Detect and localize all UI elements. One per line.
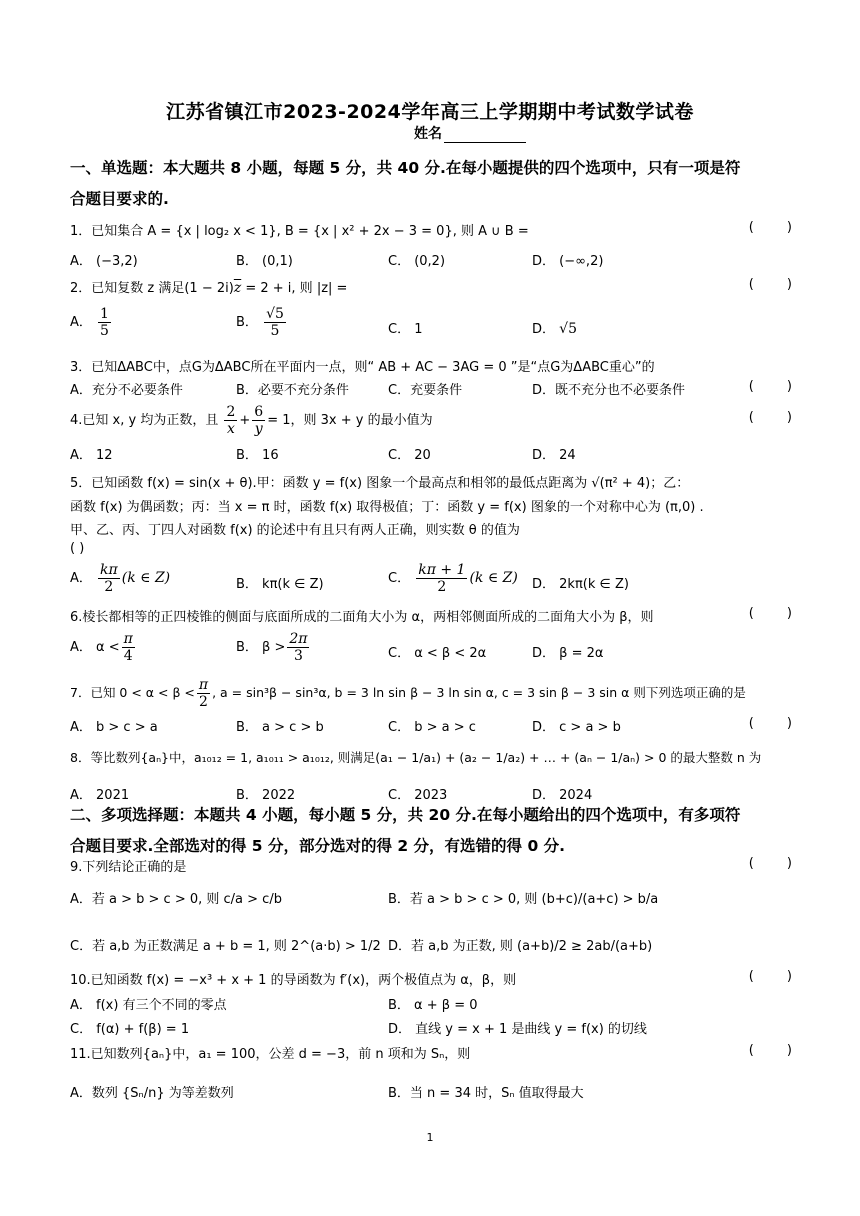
q2-b-num: √5 (266, 306, 284, 322)
q4-f2-num: 6 (254, 404, 264, 420)
q2-option-b[interactable] (236, 306, 288, 339)
q5-c-tail: (k ∈ Z) (469, 570, 518, 586)
q4-f1-num: 2 (226, 404, 236, 420)
q1-stem: 1．已知集合 A = {x | log₂ x < 1}, B = {x | x² + 2x − 3 = 0}, 则 A ∪ B = (70, 224, 529, 239)
section1-heading (70, 153, 800, 215)
q8-stem: 8．等比数列{aₙ}中，a₁₀₁₂ = 1, a₁₀₁₁ > a₁₀₁₂, 则满足(a₁ − 1/a₁) + (a₂ − 1/a₂) + … + (aₙ − 1/aₙ) > 0 的最大整数 n 为 (70, 750, 762, 765)
q11-stem: 11.已知数列{aₙ}中，a₁ = 100，公差 d = −3，前 n 项和为 Sₙ，则 (70, 1047, 471, 1062)
q8-option-b[interactable]: B． 2022 (236, 788, 296, 803)
q3-option-b[interactable]: B．必要不充分条件 (236, 383, 349, 398)
q2-stem-a: 2．已知复数 z 满足(1 − 2i) (70, 281, 234, 296)
q10-option-a[interactable]: A． f(x) 有三个不同的零点 (70, 998, 227, 1013)
q4-f2-den: y (254, 421, 263, 437)
q4-stem: 4.已知 x, y 均为正数，且 $\frac{2}{x}$ + $\frac{6}{y}$ = 1，则 3x + y 的最小值为 (70, 404, 433, 437)
q5-answer-paren[interactable]: ( ) (70, 541, 85, 556)
q4-option-b[interactable]: B． 16 (236, 448, 279, 463)
q3-answer-paren[interactable]: ( ) (748, 379, 792, 394)
q4-f1-den: x (226, 421, 235, 437)
q10-stem: 10.已知函数 f(x) = −x³ + x + 1 的导函数为 f′(x)，两个极值点为 α，β，则 (70, 973, 517, 988)
section2-line2: 合题目要求.全部选对的得 5 分，部分选对的得 2 分，有选错的得 0 分. (70, 837, 566, 855)
page-number: 1 (426, 1131, 434, 1144)
q5-option-a[interactable] (70, 562, 170, 595)
q5-c-num: kπ + 1 (418, 562, 466, 578)
q7-answer-paren[interactable]: ( ) (748, 716, 792, 731)
q5-option-d[interactable]: D． 2kπ(k ∈ Z) (532, 577, 629, 592)
q5-option-c-label: C． (388, 571, 411, 586)
q2-option-c[interactable]: C． 1 (388, 322, 423, 337)
q8-option-d[interactable]: D． 2024 (532, 788, 593, 803)
q2-d-val: √5 (559, 321, 577, 337)
section2-heading (70, 800, 800, 862)
q5-option-b[interactable]: B． kπ(k ∈ Z) (236, 577, 324, 592)
q1-option-b[interactable]: B． (0,1) (236, 254, 293, 269)
q6-option-d[interactable]: D． β = 2α (532, 646, 604, 661)
q4-answer-paren[interactable]: ( ) (748, 410, 792, 425)
q5-line3: 甲、乙、丙、丁四人对函数 f(x) 的论述中有且只有两人正确，则实数 θ 的值为 (70, 523, 520, 538)
q5-option-a-label: A． (70, 571, 92, 586)
q5-a-den: 2 (104, 579, 114, 595)
q10-answer-paren[interactable]: ( ) (748, 969, 792, 984)
q6-b-num: 2π (289, 631, 308, 647)
q2-a-num: 1 (100, 306, 109, 322)
q2-option-d-label: D． (532, 322, 556, 337)
q2-option-a[interactable] (70, 306, 113, 339)
q2-option-a-label: A． (70, 315, 92, 330)
q6-b-den: 3 (293, 648, 303, 664)
q9-option-b[interactable]: B．若 a > b > c > 0, 则 (b+c)/(a+c) > b/a (388, 892, 659, 907)
q9-option-d[interactable]: D．若 a,b 为正数, 则 (a+b)/2 ≥ 2ab/(a+b) (388, 939, 653, 954)
q2-answer-paren[interactable]: ( ) (748, 277, 792, 292)
q7-stem-b: , a = sin³β − sin³α, b = 3 ln sin β − 3 ln sin α, c = 3 sin β − 3 sin α 则下列选项正确的是 (212, 685, 746, 700)
section1-line2: 合题目要求的. (70, 190, 169, 208)
q2-stem-b: = 2 + i, 则 |z| = (241, 281, 348, 296)
q1-option-a[interactable]: A． (−3,2) (70, 254, 138, 269)
q6-option-b-label: B． β > (236, 640, 286, 655)
q6-a-num: π (123, 631, 133, 647)
q2-zbar: $\overline{z}$ (233, 280, 242, 296)
q7-stem (70, 677, 746, 710)
q11-answer-paren[interactable]: ( ) (748, 1043, 792, 1058)
q2-a-den: 5 (100, 323, 109, 339)
q7-option-b[interactable]: B． a > c > b (236, 720, 324, 735)
q3-option-a[interactable]: A．充分不必要条件 (70, 383, 183, 398)
q2-option-d[interactable] (532, 318, 577, 337)
q2-option-b-label: B． (236, 315, 258, 330)
q8-option-a[interactable]: A． 2021 (70, 788, 130, 803)
q6-option-a[interactable] (70, 631, 137, 664)
q6-option-c[interactable]: C． α < β < 2α (388, 646, 487, 661)
q10-option-d[interactable]: D． 直线 y = x + 1 是曲线 y = f(x) 的切线 (388, 1022, 647, 1037)
q6-option-a-label: A． α < (70, 640, 120, 655)
q7-option-d[interactable]: D． c > a > b (532, 720, 621, 735)
q10-option-b[interactable]: B． α + β = 0 (388, 998, 478, 1013)
q4-stem-b: = 1，则 3x + y 的最小值为 (267, 413, 433, 428)
q4-option-c[interactable]: C． 20 (388, 448, 431, 463)
q7-stem-a: 7．已知 0 < α < β < (70, 685, 195, 700)
q8-option-c[interactable]: C． 2023 (388, 788, 448, 803)
q5-line2: 函数 f(x) 为偶函数；丙：当 x = π 时，函数 f(x) 取得极值；丁：函数 y = f(x) 图象的一个对称中心为 (π,0) . (70, 500, 704, 515)
q1-option-c[interactable]: C． (0,2) (388, 254, 446, 269)
q6-a-den: 4 (123, 648, 133, 664)
page-title: 江苏省镇江市2023-2024学年高三上学期期中考试数学试卷 (166, 101, 694, 123)
q1-option-d[interactable]: D． (−∞,2) (532, 254, 604, 269)
q7-option-a[interactable]: A． b > c > a (70, 720, 158, 735)
q5-option-c[interactable] (388, 562, 518, 595)
q2-stem (70, 277, 347, 296)
q9-answer-paren[interactable]: ( ) (748, 856, 792, 871)
q4-stem-a: 4.已知 x, y 均为正数，且 (70, 413, 219, 428)
q6-answer-paren[interactable]: ( ) (748, 606, 792, 621)
q6-stem: 6.棱长都相等的正四棱锥的侧面与底面所成的二面角大小为 α，两相邻侧面所成的二面角大小为 β，则 (70, 610, 654, 625)
q5-a-tail: (k ∈ Z) (121, 570, 171, 586)
q3-option-d[interactable]: D．既不充分也不必要条件 (532, 383, 686, 398)
name-field (414, 123, 526, 143)
q7-f-den: 2 (199, 694, 208, 710)
name-label: 姓名 (414, 126, 442, 142)
q5-c-den: 2 (437, 579, 447, 595)
q7-option-c[interactable]: C． b > a > c (388, 720, 476, 735)
q4-option-a[interactable]: A． 12 (70, 448, 113, 463)
q3-option-c[interactable]: C．充要条件 (388, 383, 463, 398)
q7-f-num: π (198, 677, 209, 693)
q9-stem: 9.下列结论正确的是 (70, 860, 187, 875)
q5-a-num: kπ (100, 562, 118, 578)
q6-option-b[interactable] (236, 631, 311, 664)
q11-option-b[interactable]: B．当 n = 34 时，Sₙ 值取得最大 (388, 1086, 584, 1101)
q10-option-c[interactable]: C． f(α) + f(β) = 1 (70, 1022, 190, 1037)
q1-answer-paren[interactable]: ( ) (748, 220, 792, 235)
q2-b-den: 5 (270, 323, 280, 339)
name-blank[interactable] (444, 128, 526, 143)
q4-option-d[interactable]: D． 24 (532, 448, 576, 463)
q11-option-a[interactable]: A．数列 {Sₙ/n} 为等差数列 (70, 1086, 234, 1101)
section2-line1: 二、多项选择题：本题共 4 小题，每小题 5 分，共 20 分.在每小题给出的四个选项中，有多项符 (70, 806, 741, 824)
q5-line1: 5．已知函数 f(x) = sin(x + θ).甲：函数 y = f(x) 图象一个最高点和相邻的最低点距离为 √(π² + 4)；乙： (70, 476, 690, 491)
q3-stem: 3．已知ΔABC中，点G为ΔABC所在平面内一点，则“ AB + AC − 3AG = 0 ”是“点G为ΔABC重心”的 (70, 360, 655, 375)
q9-option-c[interactable]: C．若 a,b 为正数满足 a + b = 1, 则 2^(a·b) > 1/2 (70, 939, 381, 954)
section1-line1: 一、单选题：本大题共 8 小题，每题 5 分，共 40 分.在每小题提供的四个选项中，只有一项是符 (70, 159, 741, 177)
q9-option-a[interactable]: A．若 a > b > c > 0, 则 c/a > c/b (70, 892, 282, 907)
